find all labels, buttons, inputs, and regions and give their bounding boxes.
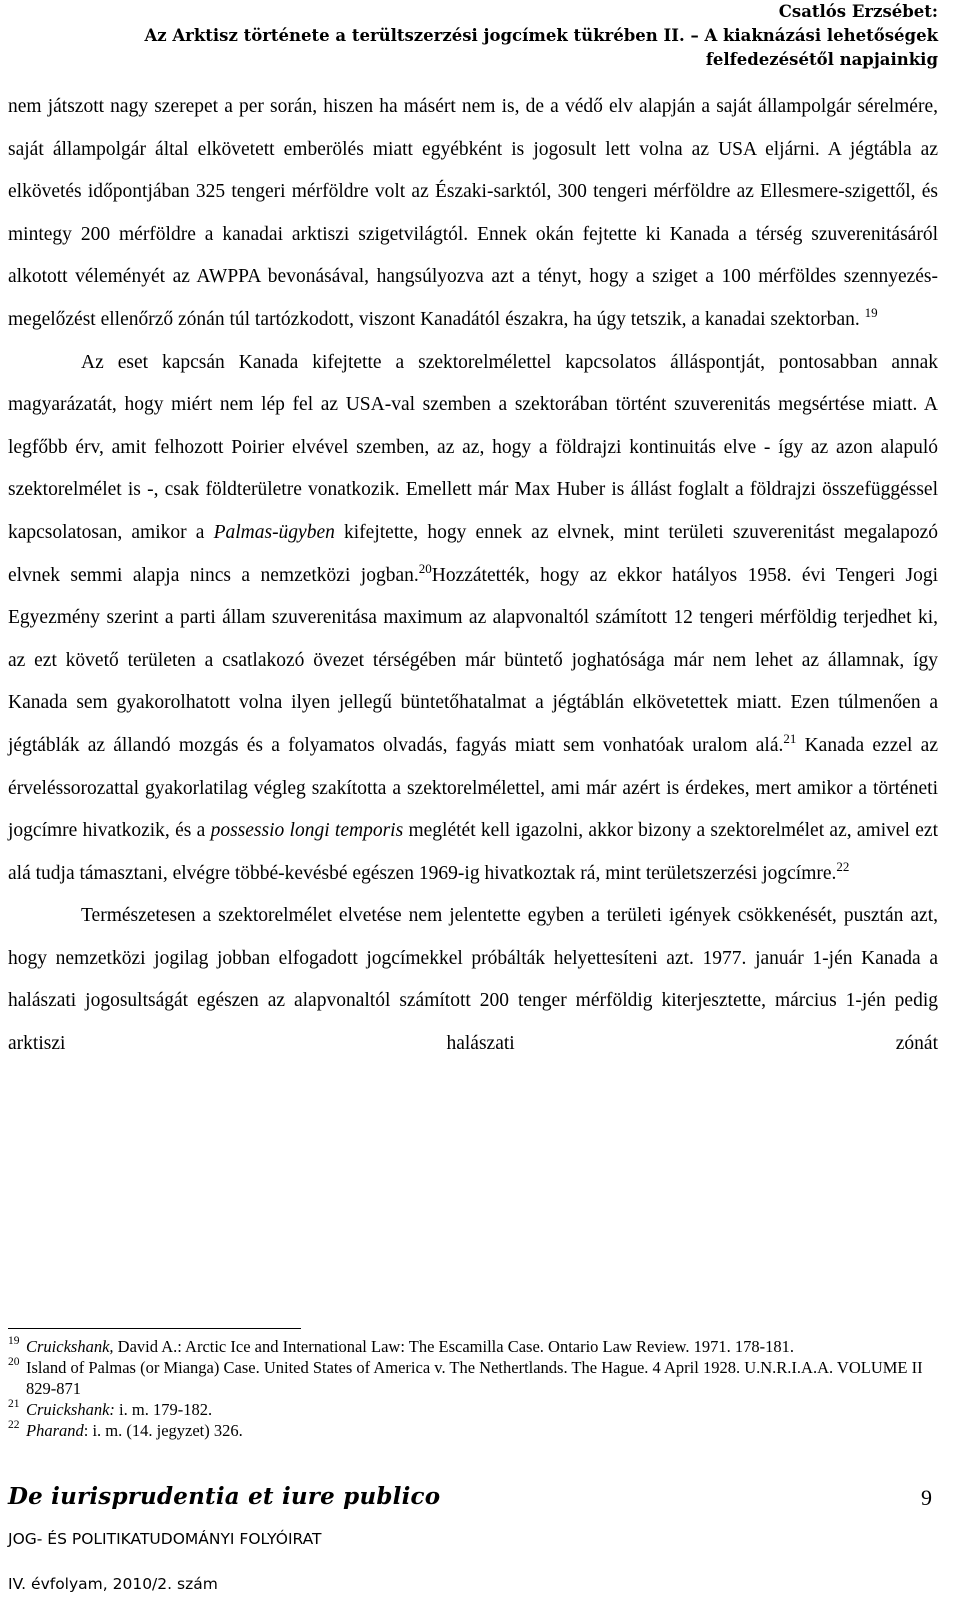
paragraph-2-text-d: Kanada ezzel az érveléssorozattal gyakorlatilag végleg szakította a szektorelmélettel, ami már azért is érdekes, mert amikor a történeti jogcímre hivatkozik, és a <box>8 734 938 842</box>
paragraph-2-text-b: kifejtette, hogy ennek az elvnek, mint területi szuverenitást megalapozó elvnek semmi alapja nincs a nemzetközi jogban. <box>8 521 938 586</box>
paragraph-2-text-a: Az eset kapcsán Kanada kifejtette a szektorelmélettel kapcsolatos álláspontját, pontosabban annak magyarázatát, hogy miért nem lép fel az USA-val szemben a szektorában történt szuverenitás megsértése miatt. A legfőbb érv, amit felhozott Poirier elvével szemben, az az, hogy a földrajzi kontinuitás elve - így az azon alapuló szektorelmélet is -, csak földterületre vonatkozik. Emellett már Max Huber is állást foglalt a földrajzi összefüggéssel kapcsolatosan, amikor a <box>8 351 938 543</box>
footnote-number: 20 <box>8 1356 20 1368</box>
latin-term: possessio longi temporis <box>210 820 404 842</box>
footnote-19 <box>8 1336 938 1357</box>
footnote-separator <box>8 1328 301 1329</box>
footnote-text: i. m. 179-182. <box>114 1400 213 1419</box>
paragraph-2-text-e: meglétét kell igazolni, akkor bizony a szektorelmélet az, amivel ezt alá tudja támasztani, elvégre többé-kevésbé egészen 1969-ig hivatkoztak rá, mint területszerzési jogcímre. <box>8 820 938 884</box>
footnote-ref-20[interactable]: 20 <box>418 560 432 576</box>
footnote-20 <box>8 1357 938 1399</box>
paragraph-1 <box>8 86 938 342</box>
footnote-22 <box>8 1420 938 1441</box>
footnote-ref-22[interactable]: 22 <box>836 858 850 874</box>
footnote-author: Cruickshank, <box>26 1337 114 1356</box>
paragraph-3 <box>8 895 938 1065</box>
footnote-number: 19 <box>8 1335 20 1347</box>
footnote-number: 22 <box>8 1419 20 1431</box>
journal-title: De iurisprudentia et iure publico <box>8 1483 441 1510</box>
footnote-text: : i. m. (14. jegyzet) 326. <box>83 1421 243 1440</box>
header-title-line1: Az Arktisz története a terültszerzési jogcímek tükrében II. – A kiaknázási lehetőségek <box>144 26 938 45</box>
footnote-text: David A.: Arctic Ice and International Law: The Escamilla Case. Ontario Law Review. 1971. 178-181. <box>113 1337 794 1356</box>
footnotes <box>8 1336 938 1441</box>
footnote-text: Island of Palmas (or Mianga) Case. United States of America v. The Nethertlands. The Hague. 4 April 1928. U.N.R.I.A.A. VOLUME II 829-871 <box>26 1358 923 1398</box>
footnote-21 <box>8 1399 938 1420</box>
footnote-author: Pharand <box>26 1421 84 1440</box>
footnote-number: 21 <box>8 1398 20 1410</box>
running-header <box>58 0 938 72</box>
paragraph-2 <box>8 342 938 896</box>
page-number: 9 <box>921 1485 932 1510</box>
footnote-ref-21[interactable]: 21 <box>783 730 797 746</box>
paragraph-3-text: Természetesen a szektorelmélet elvetése nem jelentette egyben a területi igények csökkenését, pusztán azt, hogy nemzetközi jogilag jobban elfogadott jogcímekkel próbálták helyettesíteni azt. 1977. január 1-jén Kanada a halászati jogosultságát egészen az alapvonaltól számított 200 tenger mérföldig kiterjesztette, március 1-jén pedig arktiszi halászati zónát <box>8 905 938 1055</box>
header-author: Csatlós Erzsébet: <box>778 2 938 21</box>
case-name-palmas: Palmas-ügyben <box>213 521 335 543</box>
header-title-line2: felfedezésétől napjainkig <box>705 50 938 69</box>
body-text <box>8 86 938 1066</box>
footnote-author: Cruickshank: <box>26 1400 115 1419</box>
paragraph-1-text: nem játszott nagy szerepet a per során, hiszen ha másért nem is, de a védő elv alapján a saját állampolgár sérelmére, saját állampolgár által elkövetett emberölés miatt egyébként is jogosult lett volna az USA eljárni. A jégtábla az elkövetés időpontjában 325 tengeri mérföldre volt az Északi-sarktól, 300 tengeri mérföldre az Ellesmere-szigettől, és mintegy 200 mérföldre a kanadai arktiszi szigetvilágtól. Ennek okán fejtette ki Kanada a térség szuverenitásáról alkotott véleményét az AWPPA bevonásával, hangsúlyozva azt a tényt, hogy a sziget a 100 mérföldes szennyezés-megelőzést ellenőrző zónán túl tartózkodott, viszont Kanadától északra, ha úgy tetszik, a kanadai szektorban. <box>8 96 938 330</box>
paragraph-2-text-c: Hozzátették, hogy az ekkor hatályos 1958. évi Tengeri Jogi Egyezmény szerint a parti állam szuverenitása maximum az alapvonaltól számított 12 tengeri mérföldig terjedhet ki, az ezt követő területen a csatlakozó övezet térségében már büntető joghatósága már nem lehet az államnak, így Kanada sem gyakorolhatott volna ilyen jellegű büntetőhatalmat a jégtáblán elkövetettek miatt. Ezen túlmenően a jégtáblák az állandó mozgás és a folyamatos olvadás, fagyás miatt sem vonhatóak uralom alá. <box>8 564 938 756</box>
journal-issue: IV. évfolyam, 2010/2. szám <box>8 1575 218 1593</box>
footnote-ref-19[interactable]: 19 <box>864 304 878 320</box>
journal-subtitle: JOG- ÉS POLITIKATUDOMÁNYI FOLYÓIRAT <box>8 1530 322 1548</box>
